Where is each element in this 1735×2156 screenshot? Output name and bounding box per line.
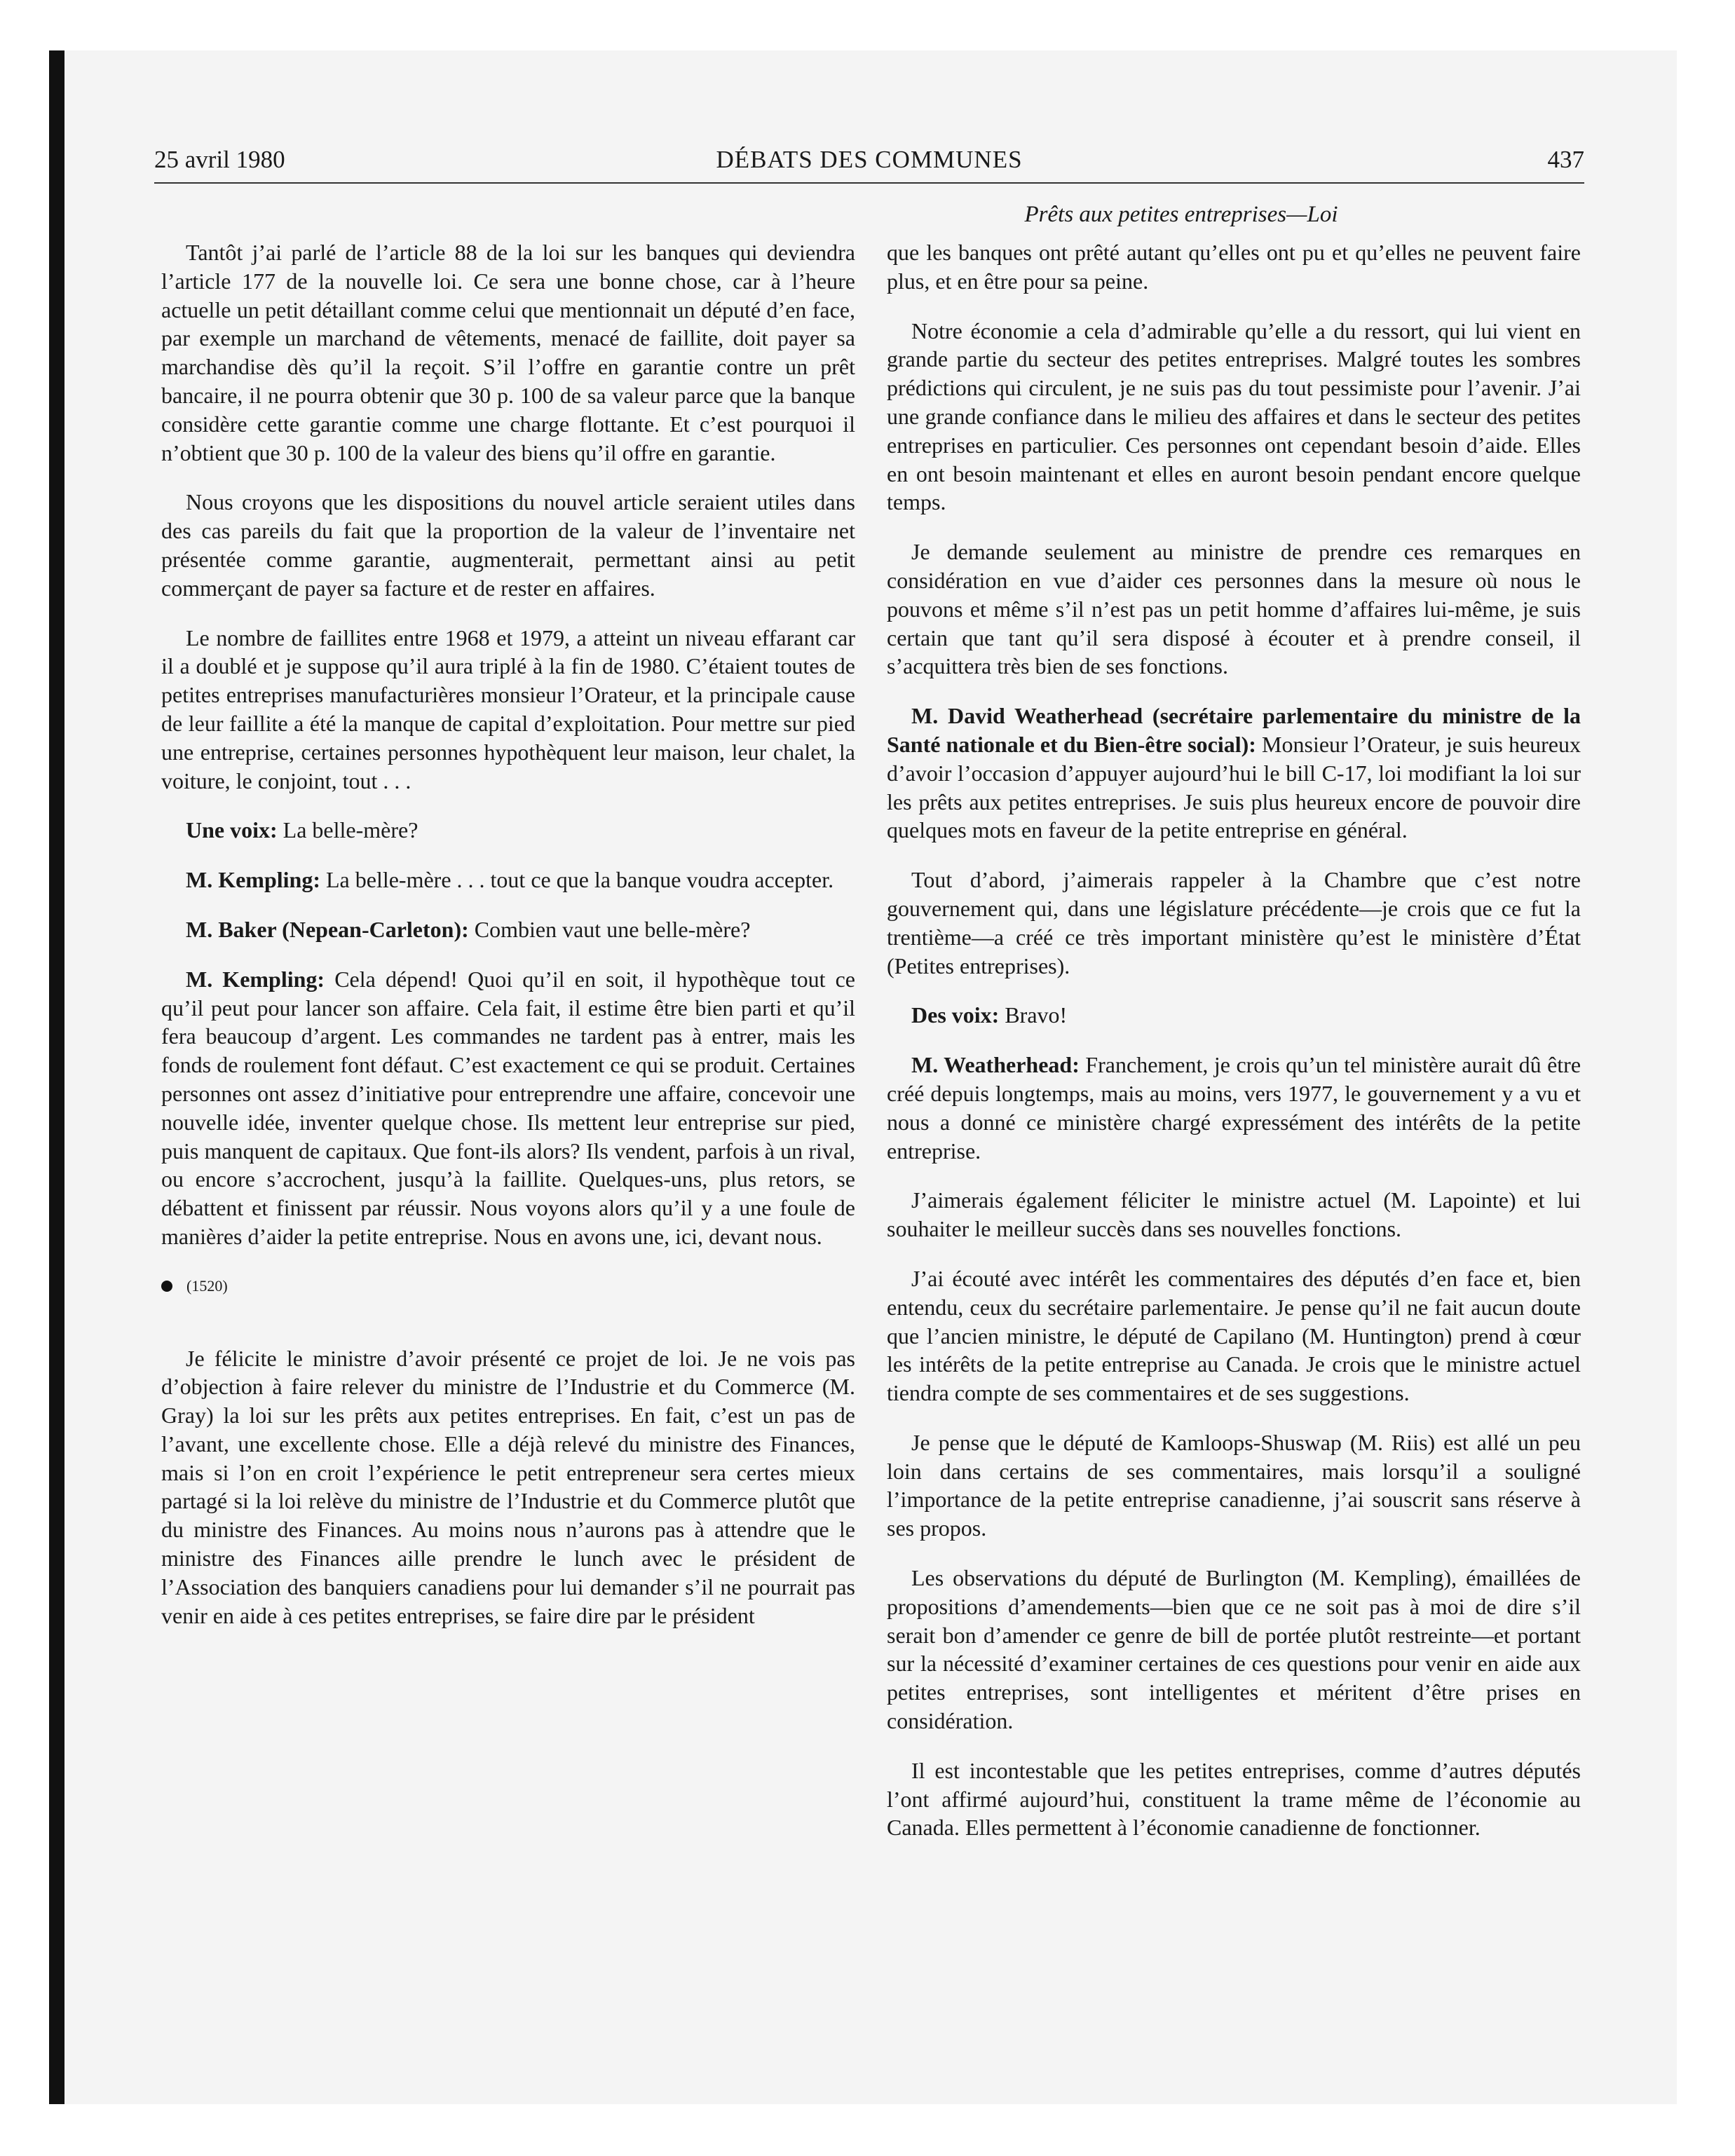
running-head: Prêts aux petites entreprises—Loi	[1024, 202, 1338, 227]
paragraph: J’aimerais également féliciter le ministre actuel (M. Lapointe) et lui souhaiter le meilleur succès dans ses nouvelles fonctions.	[887, 1187, 1581, 1242]
speech-text: La belle-mère?	[283, 817, 419, 843]
header-date: 25 avril 1980	[154, 146, 285, 173]
paragraph: Notre économie a cela d’admirable qu’elle a du ressort, qui lui vient en grande partie du secteur des petites entreprises. Malgré toutes les sombres prédictions qui circulent, je ne suis pas du tout pessimiste pour l’avenir. J’ai une grande confiance dans le milieu des affaires et dans le secteur des petites entreprises en particulier. Ces personnes ont cependant besoin d’aide. Elles en ont besoin maintenant et elles en auront besoin pendant encore quelque temps.	[887, 318, 1581, 515]
speech	[161, 915, 855, 944]
speaker-name: Une voix:	[186, 817, 278, 843]
speech-text: Cela dépend! Quoi qu’il en soit, il hypothèque tout ce qu’il peut pour lancer son affaire. Cela fait, il estime être bien parti et qu’il fera beaucoup d’argent. Les commandes ne tardent pas à entrer, mais les fonds de roulement font défaut. C’est exactement ce qui se produit. Certaines personnes ont assez d’initiative pour entreprendre une affaire, concevoir une nouvelle idée, inventer quelque chose. Ils mettent leur entreprise sur pied, puis manquent de capitaux. Que font-ils alors? Ils vendent, parfois à un rival, ou encore s’accrochent, jusqu’à la faillite. Quelques-uns, plus retors, se débattent et finissent par réussir. Nous voyons alors qu’il y a une foule de manières d’aider la petite entreprise. Nous en avons une, ici, devant nous.	[161, 966, 856, 1249]
speaker-name: Des voix:	[911, 1002, 1000, 1028]
bullet-icon	[161, 1281, 172, 1292]
time-marker	[161, 1272, 855, 1301]
paragraph: Les observations du député de Burlington (M. Kempling), émaillées de propositions d’amendements—bien que ce ne soit pas à moi de dire s’il serait bon d’amender ce genre de bill de portée plutôt restreinte—et portant sur la nécessité d’examiner certaines de ces questions pour venir en aide aux petites entreprises, sont intelligentes et méritent d’être prises en considération.	[887, 1565, 1581, 1734]
speech-text: Franchement, je crois qu’un tel ministère aurait dû être créé depuis longtemps, mais au moins, vers 1977, le gouvernement y a vu et nous a donné ce ministère chargé expressément des intérêts de la petite entreprise.	[887, 1052, 1581, 1164]
scan-edge	[49, 50, 64, 2104]
page-header	[154, 146, 1584, 184]
paragraph: Nous croyons que les dispositions du nouvel article seraient utiles dans des cas pareils du fait que la proportion de la valeur de l’inventaire net présentée comme garantie, augmenterait, permettant ainsi au petit commerçant de payer sa facture et de rester en affaires.	[161, 489, 855, 601]
speech-text: La belle-mère . . . tout ce que la banque voudra accepter.	[325, 867, 834, 893]
speaker-name: M. Kempling:	[186, 867, 320, 893]
speaker-name: M. Kempling:	[186, 966, 325, 992]
paragraph: Tout d’abord, j’aimerais rappeler à la Chambre que c’est notre gouvernement qui, dans une législature précédente—je crois que ce fut la trentième—a créé ce très important ministère qu’est le ministère d’État (Petites entreprises).	[887, 867, 1581, 978]
time-marker-text: (1520)	[186, 1276, 228, 1295]
speech	[161, 866, 855, 894]
paragraph: Je pense que le député de Kamloops-Shuswap (M. Riis) est allé un peu loin dans certains de ses commentaires, mais lorsqu’il a souligné l’importance de la petite entreprise canadienne, j’ai souscrit sans réserve à ses propos.	[887, 1429, 1581, 1541]
left-column	[161, 238, 855, 1651]
speech	[887, 702, 1581, 845]
speech-text: Combien vaut une belle-mère?	[474, 916, 751, 942]
paragraph: Le nombre de faillites entre 1968 et 1979, a atteint un niveau effarant car il a doublé et je suppose qu’il aura triplé à la fin de 1980. C’étaient toutes de petites entreprises manufacturières monsieur l’Orateur, et la principale cause de leur faillite a été la manque de capital d’exploitation. Pour mettre sur pied une entreprise, certaines personnes hypothèquent leur maison, leur chalet, la voiture, le conjoint, tout . . .	[161, 625, 855, 793]
speech	[887, 1001, 1581, 1030]
speech	[161, 816, 855, 845]
paragraph: J’ai écouté avec intérêt les commentaires des députés d’en face et, bien entendu, ceux du secrétaire parlementaire. Je pense qu’il ne fait aucun doute que l’ancien ministre, le député de Capilano (M. Huntington) prend à cœur les intérêts de la petite entreprise au Canada. Je crois que le ministre actuel tiendra compte de ses commentaires et de ses suggestions.	[887, 1265, 1581, 1406]
page-number: 437	[1547, 146, 1584, 173]
speech	[161, 965, 855, 1251]
speaker-name: M. David Weatherhead (secrétaire parlementaire du ministre de la Santé nationale et du Bien-être social):	[887, 703, 1581, 757]
speaker-name: M. Baker (Nepean-Carleton):	[186, 916, 469, 942]
paragraph: Tantôt j’ai parlé de l’article 88 de la loi sur les banques qui deviendra l’article 177 de la nouvelle loi. Ce sera une bonne chose, car à l’heure actuelle un petit détaillant comme celui que mentionnait un député d’en face, par exemple un marchand de vêtements, menacé de faillite, doit payer sa marchandise dès qu’il la reçoit. S’il l’offre en garantie contre un prêt bancaire, il ne pourra obtenir que 30 p. 100 de sa valeur parce que la banque considère cette garantie comme une charge flottante. Et c’est pourquoi il n’obtient que 30 p. 100 de la valeur des biens qu’il offre en garantie.	[161, 240, 855, 465]
speech	[887, 1051, 1581, 1165]
paragraph: Je demande seulement au ministre de prendre ces remarques en considération en vue d’aider ces personnes dans la mesure où nous le pouvons et même s’il n’est pas un petit homme d’affaires lui-même, je suis certain que tant qu’il sera disposé à écouter et à prendre conseil, il s’acquittera très bien de ses fonctions.	[887, 539, 1581, 679]
speaker-name: M. Weatherhead:	[911, 1052, 1080, 1078]
speech-text: Bravo!	[1005, 1002, 1068, 1028]
paragraph-continued: que les banques ont prêté autant qu’elles ont pu et qu’elles ne peuvent faire plus, et en être pour sa peine.	[887, 240, 1581, 294]
header-title: DÉBATS DES COMMUNES	[716, 146, 1023, 173]
speech-text: Monsieur l’Orateur, je suis heureux d’avoir l’occasion d’appuyer aujourd’hui le bill C-17, loi modifiant la loi sur les prêts aux petites entreprises. Je suis plus heureux encore de pouvoir dire quelques mots en faveur de la petite entreprise en général.	[887, 731, 1581, 843]
right-column	[887, 238, 1581, 1863]
paragraph: Je félicite le ministre d’avoir présenté ce projet de loi. Je ne vois pas d’objection à faire relever du ministre de l’Industrie et du Commerce (M. Gray) la loi sur les prêts aux petites entreprises. En fait, c’est un pas de l’avant, une excellente chose. Elle a déjà relevé du ministre des Finances, mais si l’on en croit l’expérience le petit entrepreneur sera certes mieux partagé si la loi relève du ministre de l’Industrie et du Commerce plutôt que du ministre des Finances. Au moins nous n’aurons pas à attendre que le ministre des Finances aille prendre le lunch avec le président de l’Association des banquiers canadiens pour lui demander s’il ne pourrait pas venir en aide à ces petites entreprises, se faire dire par le président	[161, 1345, 855, 1628]
paragraph: Il est incontestable que les petites entreprises, comme d’autres députés l’ont affirmé aujourd’hui, constituent la trame même de l’économie au Canada. Elles permettent à l’économie canadienne de fonctionner.	[887, 1757, 1581, 1841]
